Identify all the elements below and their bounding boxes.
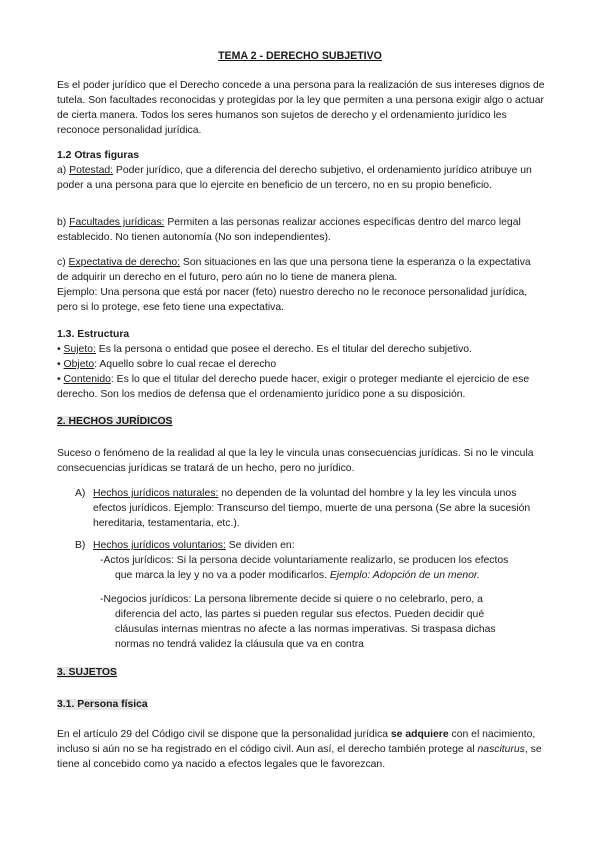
paragraph-hechos-intro: Suceso o fenómeno de la realidad al que la ley le vincula unas consecuencias jurídicas. Si no le vincula consecuencias jurídicas se tratará de un hecho, pero no jurídico.: [57, 448, 534, 474]
list-marker-b: B): [75, 540, 86, 551]
term-objeto: Objeto: [63, 359, 95, 370]
list-item-objeto: • Objeto: Aquello sobre lo cual recae el derecho: [57, 359, 277, 370]
intro-paragraph: Es el poder jurídico que el Derecho concede a una persona para la realización de sus intereses dignos de tutela. Son facultades reconocidas y protegidas por la ley que permiten a una persona exigir algo o actuar de cierta manera. Todos los seres humanos son sujetos de derecho y el ordenamiento jurídico les reconoce personalidad jurídica.: [57, 80, 545, 136]
term-hechos-voluntarios: Hechos jurídicos voluntarios:: [93, 540, 226, 551]
list-item-sujeto: • Sujeto: Es la persona o entidad que posee el derecho. Es el titular del derecho subjetivo.: [57, 344, 472, 355]
paragraph-ejemplo-feto: Ejemplo: Una persona que está por nacer (feto) nuestro derecho no le reconoce personalidad jurídica, pero si lo protege, ese feto tiene una expectativa.: [57, 287, 528, 313]
paragraph-facultades: b) Facultades jurídicas: Permiten a las personas realizar acciones específicas dentro del marco legal establecido. No tienen autonomía (No son independientes).: [57, 217, 521, 243]
paragraph-negocios-juridicos: -Negocios jurídicos: La persona libremente decide si quiere o no celebrarlo, pero, a diferencia del acto, las partes si pueden regular sus efectos. Pueden decidir qué cláusulas internas mientras no afecte a las normas imperativas. Si traspasa dichas normas no tendrá validez la cláusula que va en contra: [100, 594, 496, 650]
term-hechos-naturales: Hechos jurídicos naturales:: [93, 488, 219, 499]
term-contenido: Contenido: [63, 374, 111, 385]
term-facultades: Facultades jurídicas:: [69, 217, 165, 228]
list-item-hechos-voluntarios: B) Hechos jurídicos voluntarios: Se dividen en:: [75, 540, 295, 551]
list-marker-a: A): [75, 488, 86, 499]
list-item-contenido: • Contenido: Es lo que el titular del derecho puede hacer, exigir o proteger mediante el ejercicio de ese derecho. Son los medios de defensa que el ordenamiento jurídico pone a su disposición.: [57, 374, 530, 400]
section-heading-otras-figuras: 1.2 Otras figuras: [57, 150, 140, 161]
list-item-hechos-naturales: A) Hechos jurídicos naturales: no dependen de la voluntad del hombre y la ley les vincula unos efectos jurídicos. Ejemplo: Transcurso del tiempo, muerte de una persona (Se abre la sucesión hereditaria, testamentaria, etc.).: [75, 488, 531, 529]
section-heading-hechos: 2. HECHOS JURÍDICOS: [57, 416, 173, 427]
paragraph-expectativa: c) Expectativa de derecho: Son situaciones en las que una persona tiene la esperanza o la expectativa de adquirir un derecho en el futuro, pero aún no lo tiene de manera plena.: [57, 257, 531, 283]
paragraph-potestad: a) Potestad: Poder jurídico, que a diferencia del derecho subjetivo, el ordenamiento jurídico atribuye un poder a una persona para que lo ejercite en beneficio de un tercero, no en su propio beneficio.: [57, 165, 532, 191]
example-adopcion: Ejemplo: Adopción de un menor.: [329, 570, 480, 581]
section-heading-estructura: 1.3. Estructura: [57, 329, 130, 340]
paragraph-actos-juridicos: -Actos jurídicos: Si la persona decide voluntariamente realizarlo, se producen los efectos que marca la ley y no va a poder modificarlos. Ejemplo: Adopción de un menor.: [100, 555, 509, 581]
term-potestad: Potestad:: [69, 165, 114, 176]
subsection-heading-persona-fisica: 3.1. Persona física: [57, 699, 148, 710]
term-expectativa: Expectativa de derecho:: [68, 257, 181, 268]
paragraph-persona-fisica: En el artículo 29 del Código civil se dispone que la personalidad jurídica se adquiere con el nacimiento, incluso si aún no se ha registrado en el código civil. Aun así, el derecho también protege al nasciturus, se tiene al concebido como ya nacido a efectos legales que le favorezcan.: [57, 729, 542, 770]
term-sujeto: Sujeto:: [63, 344, 96, 355]
page-title: TEMA 2 - DERECHO SUBJETIVO: [218, 50, 382, 62]
section-heading-sujetos: 3. SUJETOS: [57, 667, 117, 678]
